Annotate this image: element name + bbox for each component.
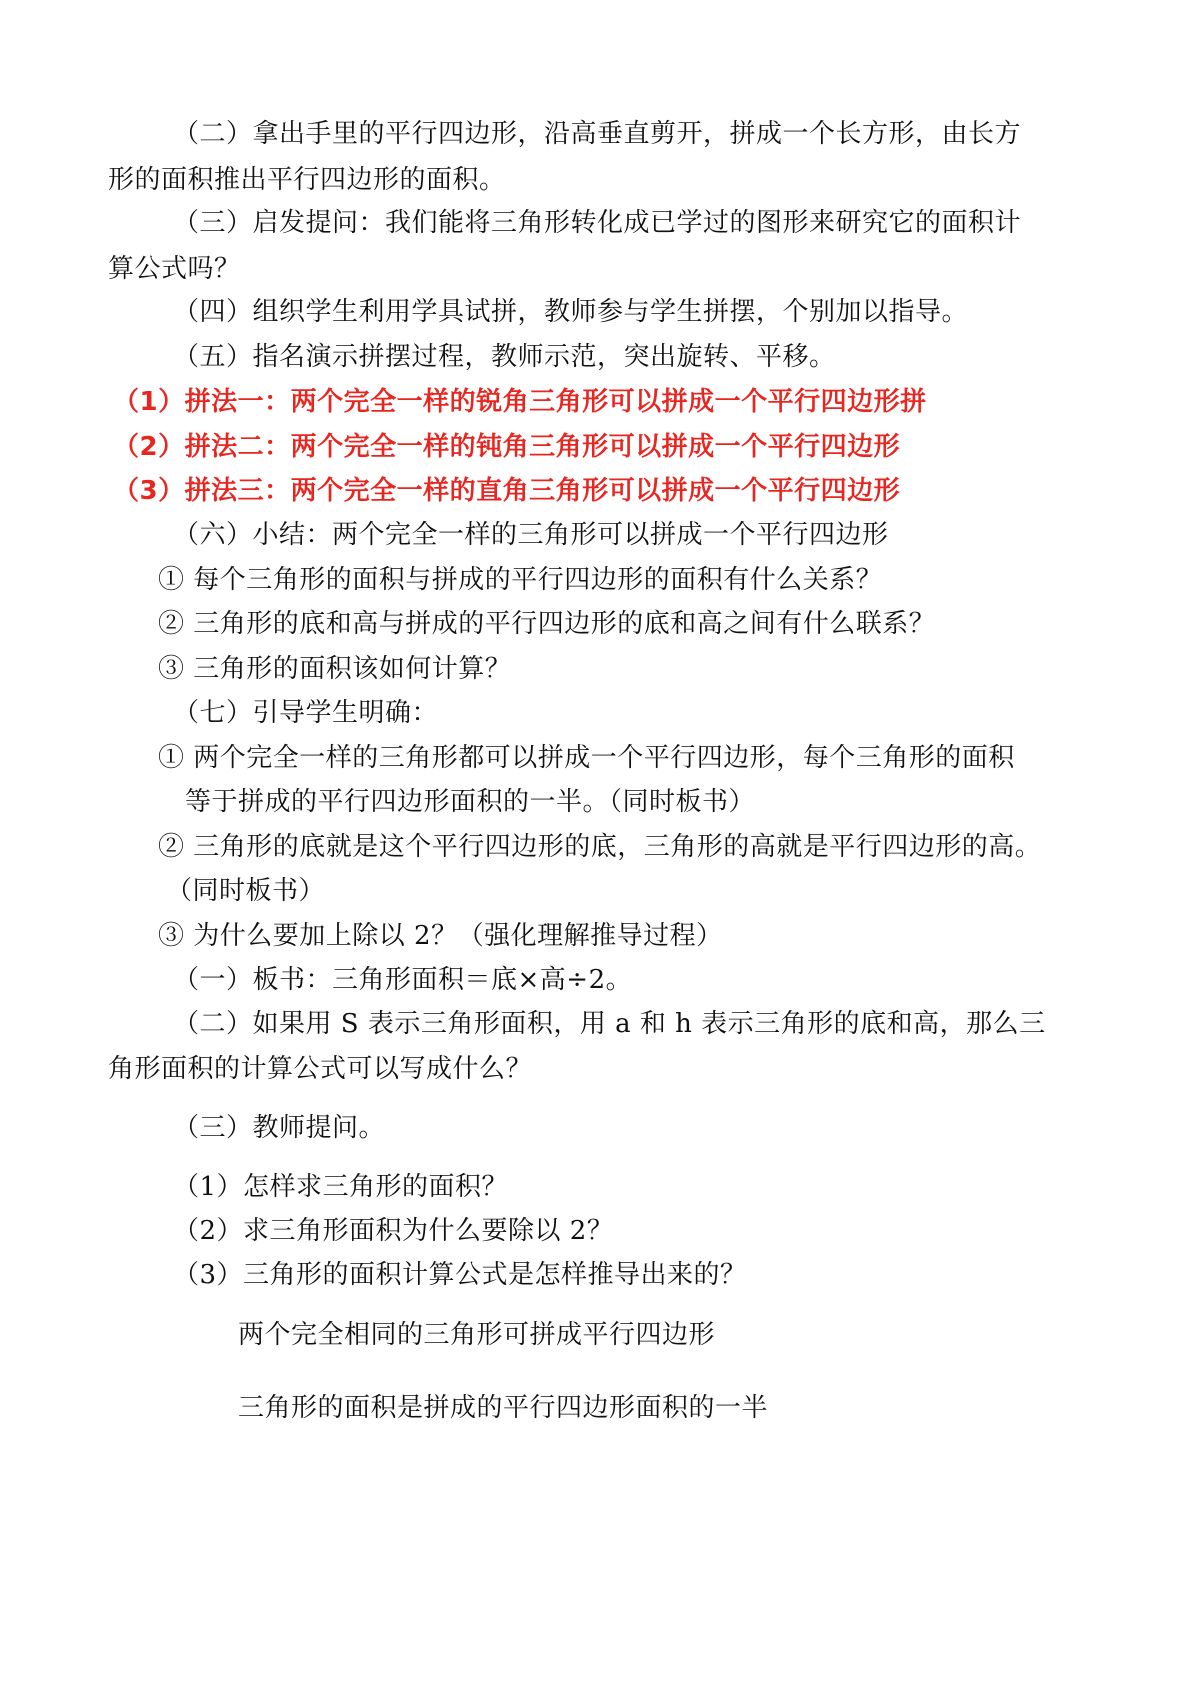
text-line: （3）三角形的面积计算公式是怎样推导出来的？ — [173, 1260, 747, 1290]
text-line: （三）启发提问：我们能将三角形转化成已学过的图形来研究它的面积计 — [173, 208, 1022, 238]
text-line: ② 三角形的底和高与拼成的平行四边形的底和高之间有什么联系？ — [158, 609, 936, 639]
text-line: ① 两个完全一样的三角形都可以拼成一个平行四边形，每个三角形的面积 — [158, 743, 1015, 773]
text-line: （三）教师提问。 — [173, 1113, 386, 1143]
text-line: 两个完全相同的三角形可拼成平行四边形 — [238, 1320, 716, 1350]
text-line: （1）怎样求三角形的面积？ — [173, 1172, 509, 1202]
text-line: 等于拼成的平行四边形面积的一半。（同时板书） — [185, 787, 756, 817]
highlight-line: （2）拼法二：两个完全一样的钝角三角形可以拼成一个平行四边形 — [113, 432, 901, 462]
text-line: （一）板书：三角形面积＝底×高÷2。 — [173, 965, 633, 995]
text-line: 形的面积推出平行四边形的面积。 — [108, 165, 506, 195]
text-line: 角形面积的计算公式可以写成什么？ — [108, 1054, 533, 1084]
text-line: （同时板书） — [166, 876, 326, 906]
text-line: ③ 为什么要加上除以 2？（强化理解推导过程） — [158, 921, 723, 951]
text-line: ① 每个三角形的面积与拼成的平行四边形的面积有什么关系？ — [158, 565, 883, 595]
text-line: ② 三角形的底就是这个平行四边形的底，三角形的高就是平行四边形的高。 — [158, 832, 1042, 862]
text-line: 算公式吗？ — [108, 254, 241, 284]
text-line: （二）如果用 S 表示三角形面积，用 a 和 h 表示三角形的底和高，那么三 — [173, 1009, 1046, 1039]
text-line: （二）拿出手里的平行四边形，沿高垂直剪开，拼成一个长方形，由长方 — [173, 119, 1022, 149]
text-line: （五）指名演示拼摆过程，教师示范，突出旋转、平移。 — [173, 342, 836, 372]
text-line: （四）组织学生利用学具试拼，教师参与学生拼摆，个别加以指导。 — [173, 297, 969, 327]
highlight-line: （3）拼法三：两个完全一样的直角三角形可以拼成一个平行四边形 — [113, 476, 901, 506]
highlight-line: （1）拼法一：两个完全一样的锐角三角形可以拼成一个平行四边形拼 — [113, 387, 927, 417]
text-line: （七）引导学生明确： — [173, 698, 439, 728]
text-line: ③ 三角形的面积该如何计算？ — [158, 654, 512, 684]
text-line: （六）小结：两个完全一样的三角形可以拼成一个平行四边形 — [173, 520, 889, 550]
text-line: 三角形的面积是拼成的平行四边形面积的一半 — [238, 1393, 769, 1423]
text-line: （2）求三角形面积为什么要除以 2？ — [173, 1216, 614, 1246]
